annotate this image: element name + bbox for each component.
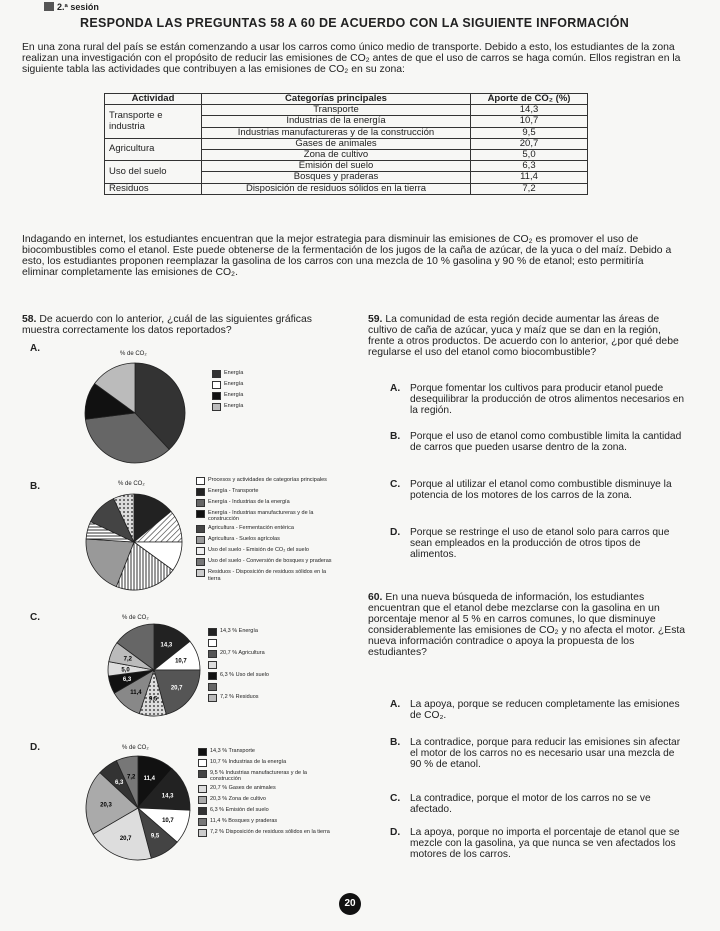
legend-swatch — [198, 770, 207, 778]
legend-item — [198, 807, 338, 815]
legend-item — [198, 796, 338, 804]
q60-option-a[interactable] — [390, 699, 688, 722]
legend-swatch — [196, 536, 205, 544]
legend-label: 11,4 % Bosques y praderas — [210, 818, 278, 825]
legend-label: 7,2 % Residuos — [220, 694, 259, 700]
table-cell: 9,5 — [471, 127, 588, 138]
legend-item — [198, 748, 338, 756]
legend-swatch — [196, 569, 205, 577]
chart-a-legend — [212, 370, 322, 414]
legend-item — [198, 818, 338, 826]
pie-slice-label: 20,7 — [119, 835, 132, 842]
legend-item — [212, 370, 322, 378]
legend-swatch — [196, 510, 205, 518]
table-cell: 10,7 — [471, 116, 588, 127]
table-row — [105, 105, 588, 116]
chart-d-letter[interactable]: D. — [30, 742, 40, 753]
q59-option-c[interactable] — [390, 479, 688, 502]
legend-label: 10,7 % Industrias de la energía — [210, 759, 287, 765]
legend-swatch — [208, 672, 217, 680]
table-cell: Uso del suelo — [105, 161, 202, 183]
option-text: La contradice, porque el motor de los carros no se ve afectado. — [410, 793, 651, 815]
legend-label: Procesos y actividades de categorías principales — [208, 477, 327, 483]
legend-swatch — [198, 785, 207, 793]
chart-b-pie — [82, 490, 186, 594]
pie-slice-label: 11,4 — [143, 775, 155, 782]
question-number: 60. — [368, 592, 383, 603]
table-cell: Disposición de residuos sólidos en la tierra — [202, 183, 471, 194]
chart-d-legend — [198, 748, 338, 840]
chart-c-pie — [104, 620, 204, 720]
legend-label: 6,3 % Uso del suelo — [220, 672, 269, 678]
option-text: Porque se restringe el uso de etanol solo para carros que sean empleados en la producción de otros tipos de alimentos. — [410, 527, 670, 560]
question-text: La comunidad de esta región decide aumentar las áreas de cultivo de caña de azúcar, yuca y maíz que se dan en la región, frente a otros productos. De acuerdo con lo anterior, ¿por qué debe regularse el uso del etanol como biocombustible? — [368, 314, 679, 358]
pie-slice-label: 9,5 — [150, 833, 160, 840]
legend-item — [198, 759, 338, 767]
chart-a-title: % de CO₂ — [120, 351, 147, 357]
legend-item — [196, 510, 336, 522]
option-text: Porque el uso de etanol como combustible limita la cantidad de carros que pueden usarse dentro de la zona. — [410, 431, 682, 453]
legend-swatch — [208, 661, 217, 669]
legend-item — [208, 672, 328, 680]
legend-item — [212, 392, 322, 400]
question-58 — [22, 314, 334, 336]
chart-c-letter[interactable]: C. — [30, 612, 40, 623]
legend-item — [208, 683, 328, 691]
option-letter: C. — [390, 793, 401, 804]
question-text: De acuerdo con lo anterior, ¿cuál de las siguientes gráficas muestra correctamente los datos reportados? — [22, 314, 312, 336]
legend-label: Energía — [224, 381, 244, 387]
session-text: 2.ª sesión — [57, 2, 99, 12]
legend-swatch — [196, 499, 205, 507]
q59-option-b[interactable] — [390, 431, 688, 454]
table-cell: Gases de animales — [202, 138, 471, 149]
pie-slice-label: 10,7 — [175, 658, 187, 665]
option-letter: C. — [390, 479, 401, 490]
option-letter: B. — [390, 431, 401, 442]
pie-slice-label: 20,7 — [170, 685, 183, 692]
emissions-table — [104, 93, 588, 195]
q60-option-b[interactable] — [390, 737, 688, 770]
pie-slice-label: 7,2 — [123, 656, 132, 663]
option-letter: A. — [390, 699, 401, 710]
pie-slice-label: 6,3 — [114, 779, 124, 786]
legend-item — [198, 770, 338, 782]
legend-label: 14,3 % Transporte — [210, 748, 255, 754]
legend-swatch — [196, 558, 205, 566]
option-text: La apoya, porque se reducen completamente las emisiones de CO₂. — [410, 699, 680, 721]
option-text: La apoya, porque no importa el porcentaje de etanol que se mezcle con la gasolina, ya que nunca se ven afectados los motores de los carros. — [410, 827, 680, 860]
option-text: La contradice, porque para reducir las emisiones sin afectar el motor de los carros no es necesario usar una mezcla de 90 % de etanol. — [410, 737, 681, 770]
table-cell: Industrias de la energía — [202, 116, 471, 127]
legend-item — [208, 650, 328, 658]
chart-b-legend — [196, 477, 336, 585]
chart-a-letter[interactable]: A. — [30, 343, 40, 354]
legend-item — [196, 525, 336, 533]
legend-label: 20,7 % Gases de animales — [210, 785, 276, 792]
table-cell: Transporte e industria — [105, 105, 202, 139]
table-cell: Bosques y praderas — [202, 172, 471, 183]
legend-swatch — [208, 628, 217, 636]
table-row — [105, 183, 588, 194]
legend-swatch — [198, 818, 207, 826]
legend-swatch — [208, 639, 217, 647]
table-cell: 7,2 — [471, 183, 588, 194]
legend-swatch — [208, 650, 217, 658]
legend-item — [208, 628, 328, 636]
legend-item — [208, 661, 328, 669]
pie-slice-label: 5,0 — [121, 667, 130, 674]
legend-swatch — [198, 759, 207, 767]
chart-d-title: % de CO₂ — [122, 745, 149, 751]
question-number: 58. — [22, 314, 37, 325]
legend-label: 6,3 % Emisión del suelo — [210, 807, 269, 814]
legend-label: Agricultura - Suelos agrícolas — [208, 536, 280, 543]
legend-label: Uso del suelo - Conversión de bosques y praderas — [208, 558, 332, 565]
legend-label: Energía - Transporte — [208, 488, 259, 494]
section-heading: RESPONDA LAS PREGUNTAS 58 A 60 DE ACUERDO CON LA SIGUIENTE INFORMACIÓN — [80, 16, 630, 30]
pie-slice-label: 10,7 — [162, 817, 174, 824]
pie-slice-label: 14,3 — [161, 793, 174, 800]
research-paragraph: Indagando en internet, los estudiantes encuentran que la mejor estrategia para disminuir las emisiones de CO₂ es promover el uso de biocombustibles como el etanol. Este puede obtenerse de la fermentación de los jugos de la caña de azúcar, de la yuca o del maíz. Debido a esto, los estudiantes proponen reemplazar la gasolina de los carros con una mezcla de 10 % gasolina y 90 % de etanol; esto permitiría eliminar completamente las emisiones de CO₂. — [22, 234, 672, 278]
legend-item — [208, 639, 328, 647]
legend-item — [212, 403, 322, 411]
legend-item — [196, 536, 336, 544]
pie-slice-label: 7,2 — [126, 774, 136, 781]
q59-option-a[interactable] — [390, 383, 688, 416]
legend-label: 9,5 % Industrias manufactureras y de la construcción — [210, 770, 307, 783]
pie-slice-label: 11,4 — [130, 690, 142, 697]
legend-item — [196, 569, 336, 581]
legend-item — [196, 547, 336, 555]
legend-swatch — [196, 477, 205, 485]
legend-swatch — [198, 807, 207, 815]
legend-label: 20,3 % Zona de cultivo — [210, 796, 266, 803]
table-cell: Agricultura — [105, 138, 202, 160]
table-cell: 20,7 — [471, 138, 588, 149]
question-59 — [368, 314, 688, 358]
legend-label: 7,2 % Disposición de residuos sólidos en la tierra — [210, 829, 330, 836]
table-header: Aporte de CO₂ (%) — [471, 94, 588, 105]
legend-item — [198, 829, 338, 837]
table-cell: Industrias manufactureras y de la construcción — [202, 127, 471, 138]
legend-label: 20,7 % Agricultura — [220, 650, 265, 656]
legend-swatch — [212, 370, 221, 378]
option-text: Porque fomentar los cultivos para producir etanol puede desequilibrar la producción de otros alimentos necesarios en la región. — [410, 383, 685, 416]
legend-label: Uso del suelo - Emisión de CO₂ del suelo — [208, 547, 309, 554]
q59-option-d[interactable] — [390, 527, 688, 560]
legend-label: Energía — [224, 370, 244, 376]
table-cell: Emisión del suelo — [202, 161, 471, 172]
table-cell: Zona de cultivo — [202, 150, 471, 161]
legend-swatch — [208, 683, 217, 691]
legend-item — [196, 499, 336, 507]
table-cell: 14,3 — [471, 105, 588, 116]
legend-swatch — [212, 381, 221, 389]
q60-option-d[interactable] — [390, 827, 688, 860]
legend-item — [196, 477, 336, 485]
legend-label: Agricultura - Fermentación entérica — [208, 525, 294, 532]
legend-item — [196, 488, 336, 496]
legend-label: 14,3 % Energía — [220, 628, 258, 634]
chart-b-letter[interactable]: B. — [30, 481, 40, 492]
option-text: Porque al utilizar el etanol como combustible disminuye la potencia de los motores de los carros de la zona. — [410, 479, 672, 501]
pie-slice-label: 6,3 — [122, 677, 132, 684]
legend-swatch — [198, 829, 207, 837]
legend-swatch — [198, 796, 207, 804]
table-cell: 6,3 — [471, 161, 588, 172]
chart-c-title: % de CO₂ — [122, 615, 149, 621]
table-header-row — [105, 94, 588, 105]
table-cell: Transporte — [202, 105, 471, 116]
question-60 — [368, 592, 688, 658]
option-letter: B. — [390, 737, 401, 748]
option-letter: A. — [390, 383, 401, 394]
table-cell: Residuos — [105, 183, 202, 194]
table-header: Categorías principales — [202, 94, 471, 105]
table-cell: 11,4 — [471, 172, 588, 183]
chart-d-pie — [82, 752, 194, 864]
legend-swatch — [198, 748, 207, 756]
chart-c-legend — [208, 628, 328, 705]
legend-item — [212, 381, 322, 389]
chart-b-title: % de CO₂ — [118, 481, 145, 487]
table-cell: 5,0 — [471, 150, 588, 161]
table-header: Actividad — [105, 94, 202, 105]
table-row — [105, 161, 588, 172]
legend-label: Energía — [224, 403, 244, 409]
table-row — [105, 138, 588, 149]
legend-label: Energía - Industrias manufactureras y de la construcción — [208, 510, 314, 523]
legend-label: Residuos - Disposición de residuos sólidos en la tierra — [208, 569, 327, 582]
pie-slice-label: 14,3 — [160, 642, 173, 649]
page-number: 20 — [339, 893, 361, 915]
legend-swatch — [212, 392, 221, 400]
pie-slice-label: 20,3 — [100, 802, 112, 809]
option-letter: D. — [390, 527, 401, 538]
option-letter: D. — [390, 827, 401, 838]
legend-label: Energía — [224, 392, 244, 398]
question-number: 59. — [368, 314, 383, 325]
question-text: En una nueva búsqueda de información, los estudiantes encuentran que el etanol debe mezclarse con la gasolina en un porcentaje menor al 5 % en carros comunes, lo que disminuye considerablemente las emisiones de CO₂ y no afecta el motor. ¿Esta nueva información contradice o apoya la propuesta de los estudiantes? — [368, 592, 686, 658]
legend-label: Energía - Industrias de la energía — [208, 499, 290, 505]
legend-swatch — [196, 547, 205, 555]
q60-option-c[interactable] — [390, 793, 688, 816]
session-label — [44, 2, 99, 12]
square-icon — [44, 2, 54, 11]
pie-slice-label: 9,5 — [149, 696, 158, 703]
legend-item — [198, 785, 338, 793]
legend-item — [196, 558, 336, 566]
legend-swatch — [208, 694, 217, 702]
legend-item — [208, 694, 328, 702]
legend-swatch — [196, 525, 205, 533]
legend-swatch — [212, 403, 221, 411]
legend-swatch — [196, 488, 205, 496]
chart-a-pie — [80, 358, 190, 468]
intro-paragraph: En una zona rural del país se están comenzando a usar los carros como único medio de transporte. Debido a esto, los estudiantes de la zona realizan una investigación con el propósito de reducir las emisiones de CO₂ antes de que el uso de carros se haga común. Ellos registran en la siguiente tabla las actividades que contribuyen a las emisiones de CO₂ en su zona: — [22, 42, 681, 75]
